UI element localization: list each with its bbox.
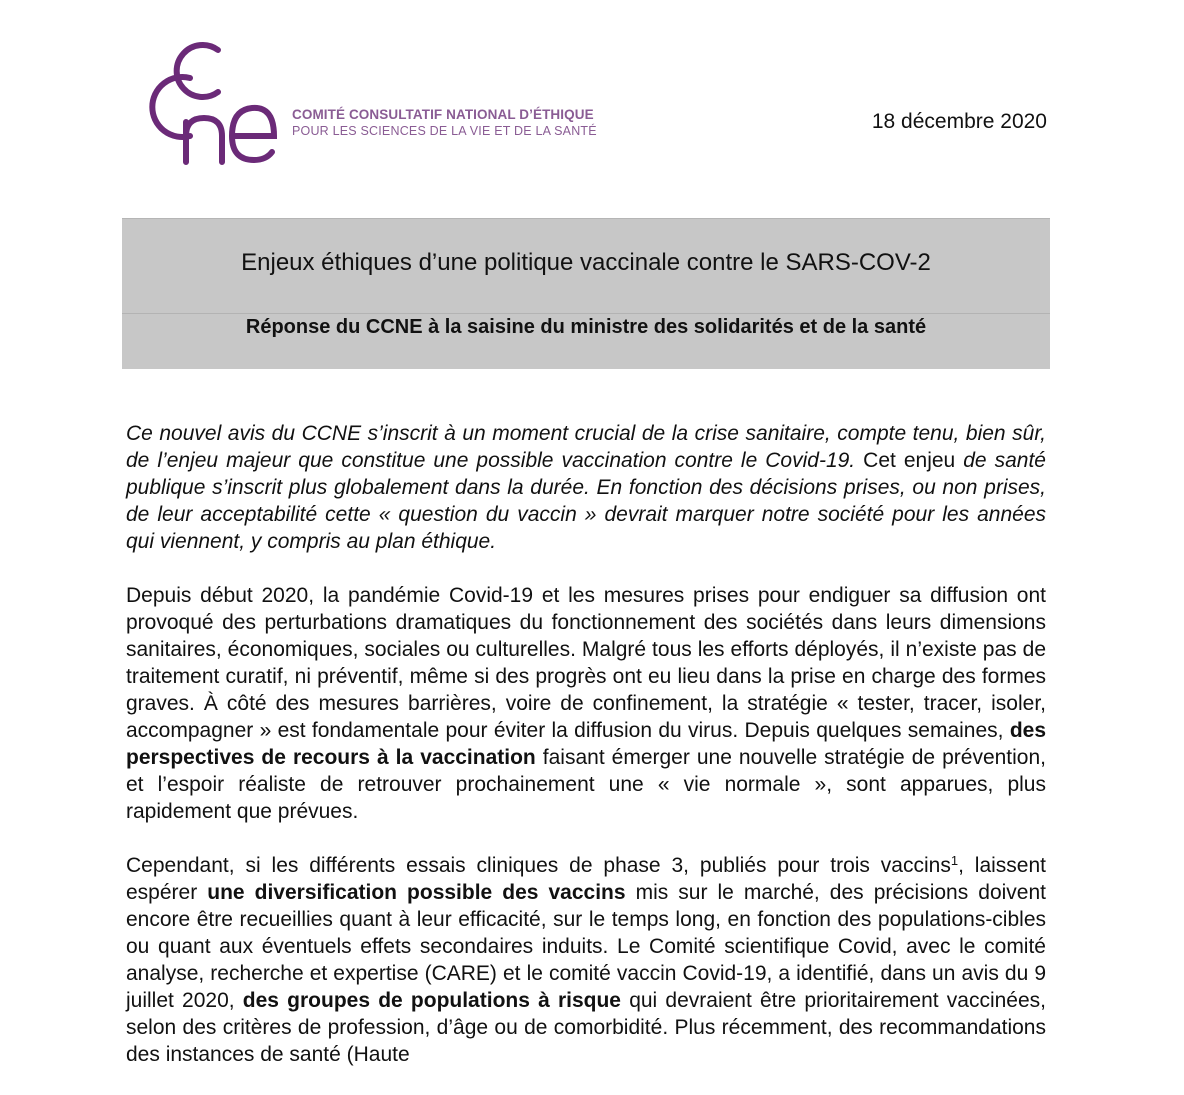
vaccines-text-4: qui devraient être prioritairement vaccinées, selon des critères de profession, d’âge ou de comorbidité. Plus récemment, des recommandations des instances de santé (Haute xyxy=(126,989,1046,1066)
vaccines-bold-1: une diversification possible des vaccins xyxy=(207,881,626,904)
ccne-logo-graphic xyxy=(134,36,284,166)
ccne-logo xyxy=(134,36,284,166)
intro-italic-1: Ce nouvel avis du CCNE s’inscrit à un moment crucial de la crise sanitaire, compte tenu, bien sûr, de l’enjeu majeur que constitue une possible vaccination contre le Covid-19. xyxy=(126,422,1046,472)
paragraph-intro xyxy=(126,420,1046,555)
organization-name-line1: COMITÉ CONSULTATIF NATIONAL D’ÉTHIQUE xyxy=(292,107,594,122)
context-bold-1: des perspectives de recours à la vaccination xyxy=(126,719,1046,769)
document-date: 18 décembre 2020 xyxy=(871,110,1047,133)
intro-italic-2: de santé publique s’inscrit plus globalement dans la durée. En fonction des décisions prises, ou non prises, de leur acceptabilité cette « question du vaccin » devrait marquer notre société pour les années qui viennent, y compris au plan éthique. xyxy=(126,449,1046,553)
document-title: Enjeux éthiques d’une politique vaccinale contre le SARS-COV-2 xyxy=(241,249,931,276)
vaccines-bold-2: des groupes de populations à risque xyxy=(242,989,621,1012)
intro-text-1: Cet enjeu xyxy=(855,449,964,472)
footnote-ref[interactable]: 1 xyxy=(950,853,959,868)
title-box-divider xyxy=(122,313,1050,314)
vaccines-text-2: , laissent espérer xyxy=(126,854,1047,904)
document-subtitle: Réponse du CCNE à la saisine du ministre des solidarités et de la santé xyxy=(245,316,927,338)
organization-name-line2: POUR LES SCIENCES DE LA VIE ET DE LA SANTÉ xyxy=(292,124,597,138)
vaccines-text-1: Cependant, si les différents essais cliniques de phase 3, publiés pour trois vaccins xyxy=(126,854,951,877)
document-body xyxy=(126,420,1046,1095)
paragraph-vaccines xyxy=(126,852,1046,1068)
context-text-1: Depuis début 2020, la pandémie Covid-19 et les mesures prises pour endiguer sa diffusion ont provoqué des perturbations dramatiques du fonctionnement des sociétés dans leurs dimensions sanitaires, économiques, sociales ou culturelles. Malgré tous les efforts déployés, il n’existe pas de traitement curatif, ni préventif, même si des progrès ont eu lieu dans la prise en charge des formes graves. À côté des mesures barrières, voire de confinement, la stratégie « tester, tracer, isoler, accompagner » est fondamentale pour éviter la diffusion du virus. Depuis quelques semaines, xyxy=(126,584,1046,742)
organization-name xyxy=(292,107,597,139)
context-text-2: faisant émerger une nouvelle stratégie de prévention, et l’espoir réaliste de retrouver prochainement une « vie normale », sont apparues, plus rapidement que prévues. xyxy=(126,746,1046,823)
paragraph-context xyxy=(126,582,1046,825)
title-box xyxy=(122,218,1050,369)
vaccines-text-3: mis sur le marché, des précisions doivent encore être recueillies quant à leur efficacité, sur le temps long, en fonction des populations-cibles ou quant aux éventuels effets secondaires induits. Le Comité scientifique Covid, avec le comité analyse, recherche et expertise (CARE) et le comité vaccin Covid-19, a identifié, dans un avis du 9 juillet 2020, xyxy=(126,881,1046,1012)
